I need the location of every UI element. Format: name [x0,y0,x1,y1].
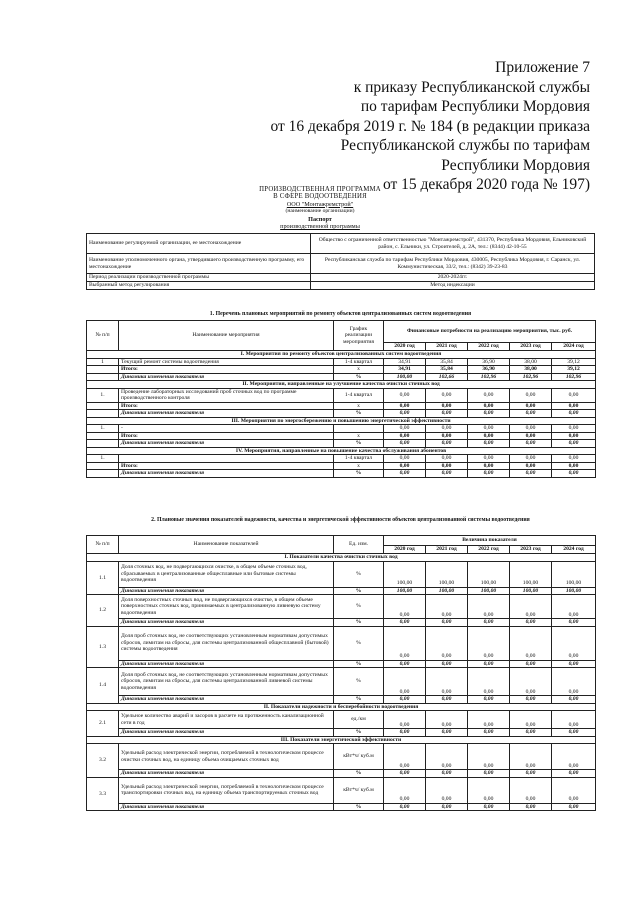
year-header: 2023 год [510,546,552,554]
total-value: 38,00 [510,366,552,374]
total-row [87,366,596,374]
indicator-value: 0,00 [468,595,510,619]
dynamics-value: 0,00 [552,770,596,778]
passport-label: Выбранный метод регулирования [87,282,311,290]
program-heading [0,186,640,230]
dynamics-row [87,619,596,627]
dynamics-value: 0,00 [426,470,468,478]
total-label: Итого: [119,462,334,470]
col-name-header: Наименование мероприятия [119,321,334,351]
measure-value: 34,91 [384,358,426,366]
dynamics-row [87,803,596,811]
measure-value: 0,00 [468,425,510,433]
dynamics-label: Динамика изменения показателя [119,696,334,704]
measure-name: Текущий ремонт системы водоотведения [119,358,334,366]
col-num-header: № п/п [87,321,119,351]
year-header: 2022 год [468,546,510,554]
total-label: Итого: [119,432,334,440]
measure-schedule: 1-4 квартал [334,388,384,402]
dynamics-value: 0,00 [384,696,426,704]
passport-label: Наименование уполномоченного органа, утвердившего производственную программу, его местонахождение [87,254,311,274]
appendix-line: от 15 декабря 2020 года № 197) [382,176,590,193]
dynamics-label: Динамика изменения показателя [119,440,334,448]
dynamics-value: 0,00 [510,470,552,478]
total-unit: х [334,462,384,470]
measure-value: 0,00 [426,455,468,463]
indicator-value: 0,00 [552,595,596,619]
measure-value: 0,00 [426,388,468,402]
passport-value: Республиканская служба по тарифам Республики Мордовия, 430005, Республика Мордовия, г. Саранск, ул. Коммунистическая, 33/2, тел.: (8342) 39-23-83 [311,254,595,274]
dynamics-unit: % [334,803,384,811]
measure-schedule: 1-4 квартал [334,358,384,366]
total-value: 0,00 [468,462,510,470]
indicator-unit: ед./км [334,711,384,729]
organization-name: ООО "Монтажремстрой" [286,200,354,208]
dynamics-value: 0,00 [426,696,468,704]
year-header: 2021 год [426,343,468,351]
dynamics-value: 0,00 [384,410,426,418]
measure-num: 1. [87,455,119,463]
dynamics-value: 0,00 [384,440,426,448]
dynamics-label: Динамика изменения показателя [119,373,334,381]
measure-num: 1. [87,425,119,433]
measure-value: 0,00 [552,388,596,402]
total-unit: х [334,432,384,440]
dynamics-value: 0,00 [426,619,468,627]
dynamics-value: 0,00 [552,440,596,448]
measure-value: 0,00 [552,455,596,463]
dynamics-unit: % [334,619,384,627]
dynamics-label: Динамика изменения показателя [119,587,334,595]
appendix-line: по тарифам Республики Мордовия [360,98,590,115]
passport-label: Наименование регулируемой организации, ее местонахождение [87,234,311,254]
dynamics-unit: % [334,373,384,381]
empty-cell [87,366,119,374]
total-unit: х [334,366,384,374]
dynamics-value: 0,00 [468,470,510,478]
dynamics-value: 0,00 [552,410,596,418]
dynamics-value: 0,00 [510,770,552,778]
measure-row [87,425,596,433]
passport-title: Паспорт [308,215,332,223]
total-unit: х [334,402,384,410]
indicator-row [87,626,596,660]
year-header: 2023 год [510,343,552,351]
measure-value: 38,00 [510,358,552,366]
empty-cell [87,462,119,470]
group-title-row [87,703,596,711]
indicator-unit: кВт*ч/ куб.м [334,777,384,803]
group-title: IV. Мероприятия, направленные на повышение качества обслуживания абонентов [87,447,596,455]
indicator-num: 3.3 [87,777,119,811]
indicator-row [87,711,596,729]
measure-value: 0,00 [468,455,510,463]
indicator-row [87,777,596,803]
dynamics-row [87,696,596,704]
year-header: 2021 год [426,546,468,554]
dynamics-row [87,729,596,737]
indicator-row [87,595,596,619]
indicator-value: 0,00 [552,744,596,770]
dynamics-value: 0,00 [510,440,552,448]
indicator-value: 100,00 [510,561,552,587]
group-title-row [87,351,596,359]
measure-value: 0,00 [384,455,426,463]
dynamics-row [87,470,596,478]
total-value: 0,00 [510,462,552,470]
dynamics-value: 0,00 [384,470,426,478]
dynamics-unit: % [334,587,384,595]
group-title: III. Показатели энергетической эффективности [87,736,596,744]
indicator-unit: кВт*ч/ куб.м [334,744,384,770]
dynamics-value: 0,00 [552,729,596,737]
indicator-num: 1.3 [87,626,119,668]
dynamics-value: 0,00 [468,696,510,704]
indicator-name: Доля поверхностных сточных вод, не подвергающихся очистке, в общем объеме поверхностных сточных вод, принимаемых в централизованную ливневую систему водоотведения [119,595,334,619]
dynamics-value: 0,00 [426,770,468,778]
empty-cell [87,440,119,448]
indicator-value: 0,00 [426,711,468,729]
dynamics-value: 0,00 [384,660,426,668]
dynamics-value: 100,00 [384,373,426,381]
dynamics-value: 0,00 [468,410,510,418]
col-name-header: Наименование показателей [119,536,334,554]
dynamics-value: 0,00 [510,803,552,811]
passport-label: Период реализации производственной программы [87,274,311,282]
dynamics-value: 0,00 [468,440,510,448]
dynamics-value: 0,00 [552,696,596,704]
dynamics-value: 0,00 [510,619,552,627]
indicator-value: 0,00 [552,777,596,803]
passport-row [87,274,595,282]
measure-num: 1 [87,358,119,366]
dynamics-unit: % [334,770,384,778]
indicator-value: 0,00 [468,711,510,729]
dynamics-unit: % [334,410,384,418]
program-title: ПРОИЗВОДСТВЕННАЯ ПРОГРАММА [259,186,381,193]
dynamics-value: 0,00 [384,729,426,737]
total-row [87,462,596,470]
total-value: 0,00 [552,402,596,410]
measure-name [119,455,334,463]
year-header: 2024 год [552,546,596,554]
dynamics-value: 0,00 [468,619,510,627]
dynamics-value: 0,00 [552,803,596,811]
indicator-value: 100,00 [426,561,468,587]
total-value: 0,00 [426,462,468,470]
dynamics-value: 0,00 [468,729,510,737]
dynamics-label: Динамика изменения показателя [119,470,334,478]
total-value: 36,90 [468,366,510,374]
total-value: 35,84 [426,366,468,374]
dynamics-value: 0,00 [426,440,468,448]
appendix-line: от 16 декабря 2019 г. № 184 (в редакции приказа [270,117,590,135]
year-header: 2022 год [468,343,510,351]
indicator-num: 1.2 [87,595,119,627]
measure-value: 36,90 [468,358,510,366]
indicator-value: 0,00 [552,711,596,729]
dynamics-value: 0,00 [510,410,552,418]
dynamics-value: 100,00 [468,587,510,595]
indicator-unit: % [334,668,384,696]
appendix-line: Республиканской службы по тарифам [340,137,590,154]
measure-value: 0,00 [468,388,510,402]
measure-value: 0,00 [426,425,468,433]
indicator-value: 0,00 [468,626,510,660]
measure-value: 0,00 [384,388,426,402]
indicator-value: 0,00 [510,744,552,770]
measure-name: Проведение лабораторных исследований проб сточных вод по программе производственного контроля [119,388,334,402]
measure-row [87,455,596,463]
total-value: 0,00 [384,462,426,470]
total-value: 0,00 [468,432,510,440]
dynamics-value: 0,00 [510,696,552,704]
year-header: 2020 год [384,546,426,554]
passport-value: 2020-2024гг. [311,274,595,282]
group-title: II. Мероприятия, направленные на улучшение качества очистки сточных вод [87,381,596,389]
col-values-header: Величина показателя [384,536,596,546]
total-value: 0,00 [552,462,596,470]
col-finance-header: Финансовые потребности на реализацию мероприятия, тыс. руб. [384,321,596,343]
dynamics-value: 0,00 [510,660,552,668]
passport-row [87,254,595,274]
indicator-value: 0,00 [552,668,596,696]
organization-caption: (наименование организации) [285,208,355,215]
indicator-value: 0,00 [510,711,552,729]
dynamics-value: 0,00 [426,729,468,737]
total-value: 0,00 [384,432,426,440]
total-value: 0,00 [510,432,552,440]
group-title-row [87,736,596,744]
indicator-value: 0,00 [426,744,468,770]
passport-value: Общество с ограниченной ответственностью "Монтажремстрой", 431370, Республика Мордовия, Ельниковский район, с. Ельники, ул. Строителей, д. 2А, тел.: (8344) 42-10-55 [311,234,595,254]
dynamics-value: 102,66 [426,373,468,381]
dynamics-value: 102,96 [552,373,596,381]
section2-title: 2. Плановые значения показателей надежности, качества и энергетической эффективности объектов централизованной системы водоотведения [151,517,530,523]
appendix-line: Приложение 7 [495,59,590,76]
indicator-value: 0,00 [468,744,510,770]
group-title-row [87,554,596,562]
dynamics-unit: % [334,696,384,704]
indicator-row [87,668,596,696]
indicator-value: 0,00 [468,777,510,803]
dynamics-label: Динамика изменения показателя [119,803,334,811]
indicator-name: Доля сточных вод, не подвергающихся очистке, в общем объеме сточных вод, сбрасываемых в централизованные общесплавные или бытовые системы водоотведения [119,561,334,587]
indicator-num: 1.4 [87,668,119,704]
dynamics-value: 102,96 [510,373,552,381]
total-value: 0,00 [384,402,426,410]
indicator-value: 0,00 [510,595,552,619]
indicator-value: 100,00 [468,561,510,587]
dynamics-value: 100,00 [510,587,552,595]
section1-title: 1. Перечень плановых мероприятий по ремонту объектов централизованных систем водоотведения [209,311,472,317]
total-label: Итого: [119,402,334,410]
indicators-table [86,535,596,811]
measure-schedule [334,425,384,433]
dynamics-value: 0,00 [552,470,596,478]
total-row [87,432,596,440]
table-header-row [87,321,596,343]
indicator-name: Доля проб сточных вод, не соответствующих установленным нормативам допустимых сбросов, лимитам на сбросы, для системы централизованной ливневой системы водоотведения [119,668,334,696]
indicator-num: 3.2 [87,744,119,778]
total-value: 0,00 [552,432,596,440]
indicator-unit: % [334,595,384,619]
dynamics-value: 0,00 [510,729,552,737]
appendix-header [250,58,590,195]
dynamics-value: 0,00 [552,619,596,627]
total-value: 0,00 [426,402,468,410]
indicator-value: 0,00 [384,595,426,619]
dynamics-unit: % [334,660,384,668]
indicator-value: 0,00 [426,668,468,696]
group-title: I. Показатели качества очистки сточных вод [87,554,596,562]
indicator-value: 0,00 [384,711,426,729]
dynamics-unit: % [334,470,384,478]
indicator-value: 0,00 [384,744,426,770]
dynamics-row [87,440,596,448]
col-schedule-header: График реализации мероприятия [334,321,384,351]
year-header: 2020 год [384,343,426,351]
dynamics-row [87,770,596,778]
measure-name: - [119,425,334,433]
appendix-line: Республики Мордовия [441,156,590,174]
group-title-row [87,417,596,425]
program-sphere: В СФЕРЕ ВОДООТВЕДЕНИЯ [273,193,367,201]
indicator-name: Удельное количество аварий и засоров в расчете на протяженность канализационной сети в год [119,711,334,729]
indicator-unit: % [334,626,384,660]
dynamics-value: 0,00 [426,660,468,668]
indicator-name: Удельный расход электрической энергии, потребляемой в технологическом процессе транспортировки сточных вод, на единицу объема транспортируемых сточных вод [119,777,334,803]
measure-value: 0,00 [384,425,426,433]
measure-value: 39,12 [552,358,596,366]
indicator-value: 0,00 [384,668,426,696]
empty-cell [87,470,119,478]
indicator-name: Доля проб сточных вод, не соответствующих установленным нормативам допустимых сбросов, лимитам на сбросы, для системы централизованной общесплавной (бытовой) системы водоотведения [119,626,334,660]
dynamics-value: 0,00 [384,770,426,778]
indicator-value: 0,00 [552,626,596,660]
total-value: 34,91 [384,366,426,374]
dynamics-row [87,587,596,595]
dynamics-row [87,373,596,381]
passport-value: Метод индексации [311,282,595,290]
empty-cell [87,402,119,410]
measure-value: 0,00 [552,425,596,433]
indicator-unit: % [334,561,384,587]
col-num-header: № п/п [87,536,119,554]
dynamics-row [87,660,596,668]
planned-measures-table [86,320,596,478]
total-row [87,402,596,410]
dynamics-row [87,410,596,418]
measure-row [87,358,596,366]
total-value: 39,12 [552,366,596,374]
indicator-value: 0,00 [426,626,468,660]
indicator-value: 0,00 [426,777,468,803]
total-value: 0,00 [510,402,552,410]
measure-value: 0,00 [510,425,552,433]
measure-schedule: 1-4 квартал [334,455,384,463]
indicator-value: 0,00 [384,777,426,803]
col-unit-header: Ед. изм. [334,536,384,554]
passport-row [87,282,595,290]
year-header: 2024 год [552,343,596,351]
indicator-value: 0,00 [468,668,510,696]
dynamics-label: Динамика изменения показателя [119,410,334,418]
indicator-num: 1.1 [87,561,119,595]
dynamics-label: Динамика изменения показателя [119,660,334,668]
dynamics-value: 0,00 [552,660,596,668]
dynamics-label: Динамика изменения показателя [119,619,334,627]
dynamics-value: 100,00 [552,587,596,595]
indicator-value: 0,00 [510,777,552,803]
indicator-row [87,744,596,770]
group-title: I. Мероприятия по ремонту объектов централизованных систем водоотведения [87,351,596,359]
measure-value: 0,00 [510,455,552,463]
dynamics-value: 100,00 [384,587,426,595]
indicator-name: Удельный расход электрической энергии, потребляемой в технологическом процессе очистки сточных вод, на единицу объема очищаемых сточных вод [119,744,334,770]
group-title: II. Показатели надежности и бесперебойности водоотведения [87,703,596,711]
measure-row [87,388,596,402]
passport-table [86,233,595,290]
total-label: Итого: [119,366,334,374]
dynamics-unit: % [334,729,384,737]
measure-num: 1. [87,388,119,402]
empty-cell [87,432,119,440]
table-header-row [87,536,596,546]
dynamics-value: 102,96 [468,373,510,381]
group-title-row [87,381,596,389]
measure-value: 35,84 [426,358,468,366]
dynamics-unit: % [334,440,384,448]
measure-value: 0,00 [510,388,552,402]
group-title: III. Мероприятия по энергосбережению и повышению энергетической эффективности [87,417,596,425]
dynamics-label: Динамика изменения показателя [119,770,334,778]
total-value: 0,00 [426,432,468,440]
indicator-value: 0,00 [510,668,552,696]
dynamics-value: 0,00 [468,803,510,811]
dynamics-value: 0,00 [468,660,510,668]
indicator-num: 2.1 [87,711,119,737]
indicator-value: 100,00 [552,561,596,587]
dynamics-value: 100,00 [426,587,468,595]
dynamics-value: 0,00 [384,803,426,811]
dynamics-label: Динамика изменения показателя [119,729,334,737]
indicator-value: 0,00 [384,626,426,660]
indicator-value: 0,00 [426,595,468,619]
indicator-value: 0,00 [510,626,552,660]
dynamics-value: 0,00 [468,770,510,778]
passport-row [87,234,595,254]
empty-cell [87,373,119,381]
passport-subtitle: производственной программы [280,223,360,231]
indicator-value: 100,00 [384,561,426,587]
appendix-line: к приказу Республиканской службы [353,78,590,96]
group-title-row [87,447,596,455]
dynamics-value: 0,00 [426,410,468,418]
dynamics-value: 0,00 [426,803,468,811]
indicator-row [87,561,596,587]
dynamics-value: 0,00 [384,619,426,627]
total-value: 0,00 [468,402,510,410]
empty-cell [87,410,119,418]
